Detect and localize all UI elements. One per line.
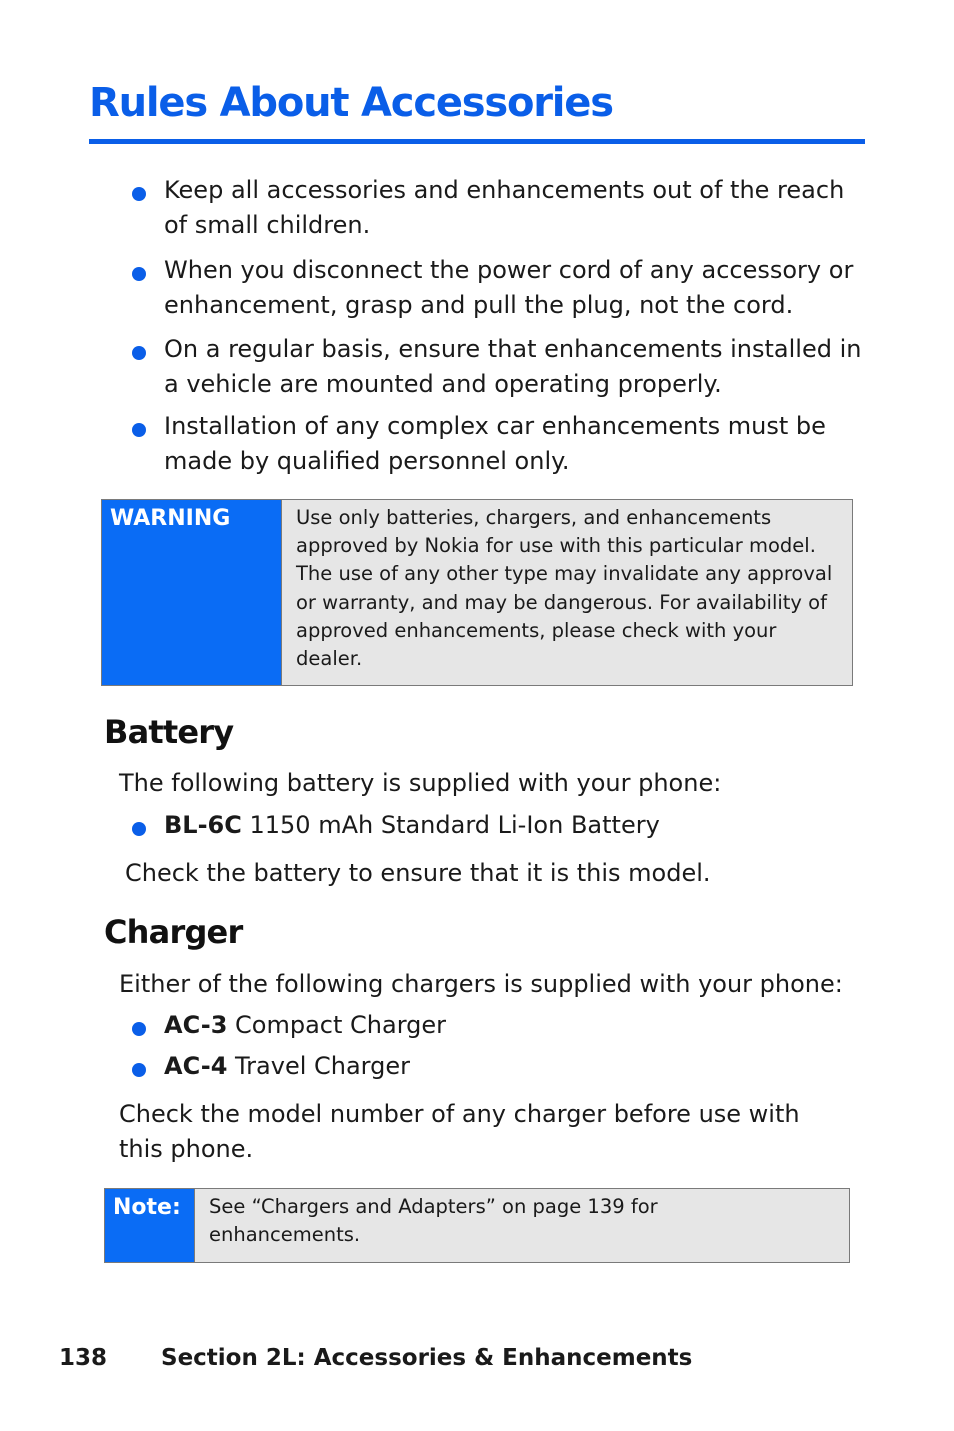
warning-label: WARNING (102, 500, 282, 685)
footer-section: Section 2L: Accessories & Enhancements (161, 1345, 693, 1371)
charger-model-1: AC-3 (164, 1011, 228, 1039)
warning-box (101, 499, 853, 686)
battery-model: BL-6C (164, 811, 242, 839)
charger-item-2 (164, 1049, 410, 1084)
battery-check: Check the battery to ensure that it is this model. (125, 859, 711, 887)
note-text: See “Chargers and Adapters” on page 139 for enhancements. (209, 1195, 658, 1247)
battery-heading: Battery (104, 713, 234, 751)
rule-item-4: Installation of any complex car enhancements must be made by qualified personnel only. (164, 409, 864, 479)
footer-page-number: 138 (59, 1345, 108, 1371)
page-title: Rules About Accessories (89, 80, 613, 126)
note-label: Note: (105, 1189, 195, 1262)
rule-item-1: Keep all accessories and enhancements out of the reach of small children. (164, 173, 864, 243)
battery-item (164, 808, 660, 843)
warning-text: Use only batteries, chargers, and enhancements approved by Nokia for use with this particular model. The use of any other type may invalidate any approval or warranty, and may be dangerous. For availability of approved enhancements, please check with your dealer. (296, 506, 833, 671)
charger-check: Check the model number of any charger before use with this phone. (119, 1100, 800, 1163)
note-box (104, 1188, 850, 1263)
rule-item-2: When you disconnect the power cord of any accessory or enhancement, grasp and pull the plug, not the cord. (164, 253, 864, 323)
charger-intro: Either of the following chargers is supplied with your phone: (119, 970, 843, 998)
charger-description-1: Compact Charger (227, 1011, 447, 1039)
charger-heading: Charger (104, 913, 243, 951)
charger-item-1 (164, 1008, 446, 1043)
rule-item-3: On a regular basis, ensure that enhancements installed in a vehicle are mounted and operating properly. (164, 332, 864, 402)
title-rule (89, 139, 865, 144)
battery-intro: The following battery is supplied with your phone: (119, 769, 722, 797)
charger-model-2: AC-4 (164, 1052, 228, 1080)
charger-description-2: Travel Charger (227, 1052, 410, 1080)
battery-description: 1150 mAh Standard Li-Ion Battery (241, 811, 660, 839)
